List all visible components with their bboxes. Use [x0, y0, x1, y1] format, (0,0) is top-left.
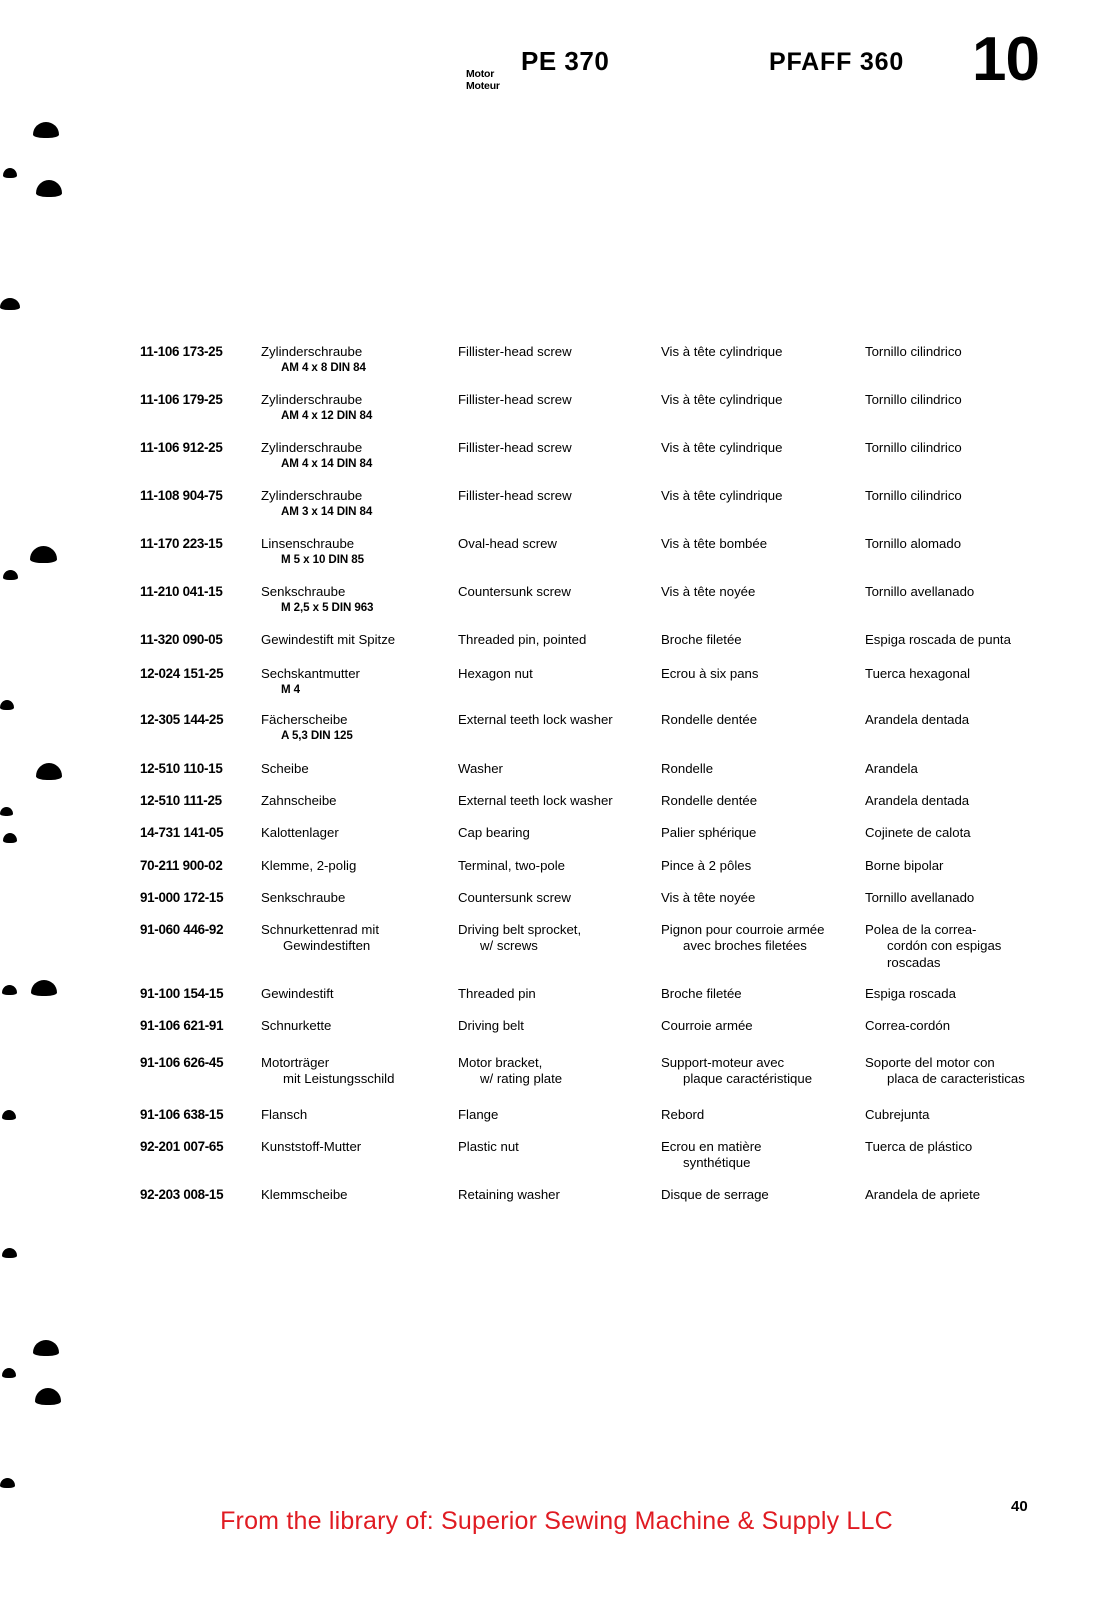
description-french: Pince à 2 pôles — [661, 858, 752, 873]
description-french: Courroie armée — [661, 1018, 753, 1033]
part-number: 92-201 007-65 — [140, 1139, 224, 1154]
parts-list-row — [0, 344, 1113, 375]
part-number: 12-510 110-15 — [140, 761, 223, 776]
description-german: Senkschraube M 2,5 x 5 DIN 963 — [261, 584, 457, 615]
description-spanish: Cojinete de calota — [865, 825, 971, 840]
part-number: 11-320 090-05 — [140, 632, 223, 647]
description-german: Scheibe — [261, 761, 309, 776]
description-german: Zylinderschraube AM 4 x 8 DIN 84 — [261, 344, 457, 375]
description-spanish: Tornillo avellanado — [865, 584, 975, 599]
description-german: Zylinderschraube AM 3 x 14 DIN 84 — [261, 488, 457, 519]
part-number: 11-108 904-75 — [140, 488, 223, 503]
scan-artifact-icon — [3, 168, 17, 178]
parts-list-row — [0, 392, 1113, 423]
description-french-cont: plaque caractéristique — [683, 1071, 813, 1087]
motor-label-fr: Moteur — [466, 80, 500, 92]
parts-list-row — [0, 440, 1113, 471]
parts-list-row — [0, 536, 1113, 567]
part-number: 12-024 151-25 — [140, 666, 224, 681]
description-english: Fillister-head screw — [458, 392, 572, 407]
description-french: Support-moteur avec plaque caractéristique — [661, 1055, 861, 1088]
part-number: 11-106 179-25 — [140, 392, 223, 407]
part-specification: AM 4 x 8 DIN 84 — [281, 361, 366, 375]
description-spanish: Espiga roscada de punta — [865, 632, 1011, 647]
description-german: Kunststoff-Mutter — [261, 1139, 362, 1154]
description-english: Threaded pin — [458, 986, 536, 1001]
parts-list-row — [0, 986, 1113, 1006]
description-spanish: Soporte del motor con placa de caracteristicas — [865, 1055, 1085, 1088]
description-german: Zylinderschraube AM 4 x 14 DIN 84 — [261, 440, 457, 471]
scan-artifact-icon — [0, 298, 20, 310]
description-english: Flange — [458, 1107, 499, 1122]
description-french: Vis à tête cylindrique — [661, 488, 783, 503]
description-english: Fillister-head screw — [458, 488, 572, 503]
description-french: Vis à tête noyée — [661, 584, 756, 599]
description-french: Vis à tête cylindrique — [661, 392, 783, 407]
description-english: Driving belt — [458, 1018, 524, 1033]
parts-list-row — [0, 584, 1113, 615]
parts-list-row — [0, 858, 1113, 878]
parts-list-row — [0, 1187, 1113, 1207]
motor-model: PE 370 — [521, 46, 610, 76]
description-german: Zylinderschraube AM 4 x 12 DIN 84 — [261, 392, 457, 423]
description-spanish: Tuerca hexagonal — [865, 666, 971, 681]
description-spanish: Arandela de apriete — [865, 1187, 981, 1202]
description-spanish: Polea de la correa- cordón con espigas roscadas — [865, 922, 1085, 971]
description-english: Countersunk screw — [458, 890, 571, 905]
scan-artifact-icon — [33, 1340, 59, 1356]
description-german: Zahnscheibe — [261, 793, 337, 808]
scan-artifact-icon — [3, 570, 18, 580]
scan-artifact-icon — [33, 122, 59, 138]
parts-list-row — [0, 666, 1113, 697]
parts-list-row — [0, 793, 1113, 813]
parts-list-row — [0, 1018, 1113, 1038]
parts-list-row — [0, 825, 1113, 845]
description-german: Motorträger mit Leistungsschild — [261, 1055, 457, 1088]
description-french: Rondelle dentée — [661, 793, 758, 808]
part-number: 11-106 173-25 — [140, 344, 223, 359]
parts-list-row — [0, 890, 1113, 910]
description-spanish: Tornillo alomado — [865, 536, 962, 551]
description-spanish: Arandela dentada — [865, 793, 970, 808]
description-spanish: Borne bipolar — [865, 858, 944, 873]
description-french: Rebord — [661, 1107, 705, 1122]
part-specification: M 5 x 10 DIN 85 — [281, 553, 364, 567]
description-english: Plastic nut — [458, 1139, 519, 1154]
description-german: Sechskantmutter M 4 — [261, 666, 457, 697]
part-number: 91-106 621-91 — [140, 1018, 224, 1033]
parts-list-row — [0, 761, 1113, 781]
description-french-cont: synthétique — [683, 1155, 751, 1171]
description-spanish: Cubrejunta — [865, 1107, 930, 1122]
description-french: Rondelle dentée — [661, 712, 758, 727]
description-english-cont: w/ screws — [480, 938, 538, 954]
motor-label — [466, 68, 500, 92]
part-number: 12-305 144-25 — [140, 712, 224, 727]
scan-artifact-icon — [35, 1388, 61, 1405]
description-french-cont: avec broches filetées — [683, 938, 807, 954]
description-english: Fillister-head screw — [458, 440, 572, 455]
part-specification: AM 3 x 14 DIN 84 — [281, 505, 373, 519]
description-french: Disque de serrage — [661, 1187, 769, 1202]
description-german-cont: Gewindestiften — [283, 938, 371, 954]
description-english-cont: w/ rating plate — [480, 1071, 563, 1087]
description-german: Kalottenlager — [261, 825, 339, 840]
page-number: 40 — [1011, 1498, 1028, 1515]
part-number: 70-211 900-02 — [140, 858, 223, 873]
part-specification: M 4 — [281, 683, 301, 697]
scan-artifact-icon — [36, 180, 62, 197]
description-spanish: Tornillo avellanado — [865, 890, 975, 905]
scan-artifact-icon — [2, 1248, 17, 1258]
description-spanish: Arandela dentada — [865, 712, 970, 727]
description-french: Ecrou à six pans — [661, 666, 759, 681]
page-header — [0, 25, 1113, 94]
description-english: Countersunk screw — [458, 584, 571, 599]
description-spanish: Correa-cordón — [865, 1018, 951, 1033]
parts-list-row — [0, 712, 1113, 743]
description-french: Ecrou en matière synthétique — [661, 1139, 861, 1172]
description-german: Fächerscheibe A 5,3 DIN 125 — [261, 712, 457, 743]
parts-list-row — [0, 632, 1113, 652]
part-number: 11-170 223-15 — [140, 536, 223, 551]
motor-label-de: Motor — [466, 68, 495, 80]
description-spanish-cont: placa de caracteristicas — [887, 1071, 1025, 1087]
description-english: External teeth lock washer — [458, 712, 613, 727]
description-english: Fillister-head screw — [458, 344, 572, 359]
parts-list-row — [0, 1055, 1113, 1087]
description-spanish: Tornillo cilindrico — [865, 344, 962, 359]
part-specification: A 5,3 DIN 125 — [281, 729, 353, 743]
description-french: Rondelle — [661, 761, 714, 776]
description-english: External teeth lock washer — [458, 793, 613, 808]
description-german: Klemme, 2-polig — [261, 858, 357, 873]
part-number: 92-203 008-15 — [140, 1187, 224, 1202]
description-spanish: Tornillo cilindrico — [865, 488, 962, 503]
description-french: Vis à tête noyée — [661, 890, 756, 905]
part-specification: AM 4 x 14 DIN 84 — [281, 457, 373, 471]
part-specification: AM 4 x 12 DIN 84 — [281, 409, 373, 423]
description-english: Hexagon nut — [458, 666, 533, 681]
description-french: Palier sphérique — [661, 825, 757, 840]
description-french: Broche filetée — [661, 632, 742, 647]
description-german: Gewindestift — [261, 986, 334, 1001]
description-french: Vis à tête cylindrique — [661, 344, 783, 359]
part-specification: M 2,5 x 5 DIN 963 — [281, 601, 374, 615]
description-german: Linsenschraube M 5 x 10 DIN 85 — [261, 536, 457, 567]
description-german: Gewindestift mit Spitze — [261, 632, 396, 647]
part-number: 91-106 638-15 — [140, 1107, 224, 1122]
description-french: Pignon pour courroie armée avec broches filetées — [661, 922, 861, 955]
description-spanish: Arandela — [865, 761, 918, 776]
part-number: 11-106 912-25 — [140, 440, 223, 455]
machine-brand-model: PFAFF 360 — [769, 48, 905, 76]
description-spanish-cont: roscadas — [887, 954, 941, 970]
description-french: Broche filetée — [661, 986, 742, 1001]
part-number: 91-060 446-92 — [140, 922, 224, 937]
scan-artifact-icon — [0, 1478, 15, 1488]
description-spanish: Tuerca de plástico — [865, 1139, 973, 1154]
description-english: Motor bracket, w/ rating plate — [458, 1055, 656, 1088]
parts-list-row — [0, 488, 1113, 519]
description-french: Vis à tête cylindrique — [661, 440, 783, 455]
part-number: 14-731 141-05 — [140, 825, 224, 840]
description-english: Washer — [458, 761, 503, 776]
description-spanish: Tornillo cilindrico — [865, 392, 962, 407]
library-watermark: From the library of: Superior Sewing Machine & Supply LLC — [220, 1507, 893, 1535]
description-english: Threaded pin, pointed — [458, 632, 587, 647]
description-english: Oval-head screw — [458, 536, 557, 551]
description-english: Cap bearing — [458, 825, 530, 840]
chapter-number: 10 — [972, 25, 1039, 94]
description-french: Vis à tête bombée — [661, 536, 768, 551]
scan-artifact-icon — [2, 1368, 16, 1378]
part-number: 91-106 626-45 — [140, 1055, 224, 1070]
description-german: Schnurkettenrad mit Gewindestiften — [261, 922, 457, 955]
description-english: Retaining washer — [458, 1187, 560, 1202]
scan-artifact-icon — [0, 700, 14, 710]
description-english: Terminal, two-pole — [458, 858, 566, 873]
description-spanish-cont: cordón con espigas — [887, 938, 1002, 954]
part-number: 91-000 172-15 — [140, 890, 224, 905]
description-german: Flansch — [261, 1107, 308, 1122]
parts-list-row — [0, 1139, 1113, 1171]
part-number: 12-510 111-25 — [140, 793, 222, 808]
parts-list-row — [0, 1107, 1113, 1127]
description-german-cont: mit Leistungsschild — [283, 1071, 395, 1087]
description-english: Driving belt sprocket, w/ screws — [458, 922, 656, 955]
part-number: 11-210 041-15 — [140, 584, 223, 599]
description-spanish: Tornillo cilindrico — [865, 440, 962, 455]
description-german: Klemmscheibe — [261, 1187, 348, 1202]
description-german: Schnurkette — [261, 1018, 332, 1033]
description-german: Senkschraube — [261, 890, 346, 905]
parts-list-row — [0, 922, 1113, 970]
description-spanish: Espiga roscada — [865, 986, 956, 1001]
part-number: 91-100 154-15 — [140, 986, 224, 1001]
